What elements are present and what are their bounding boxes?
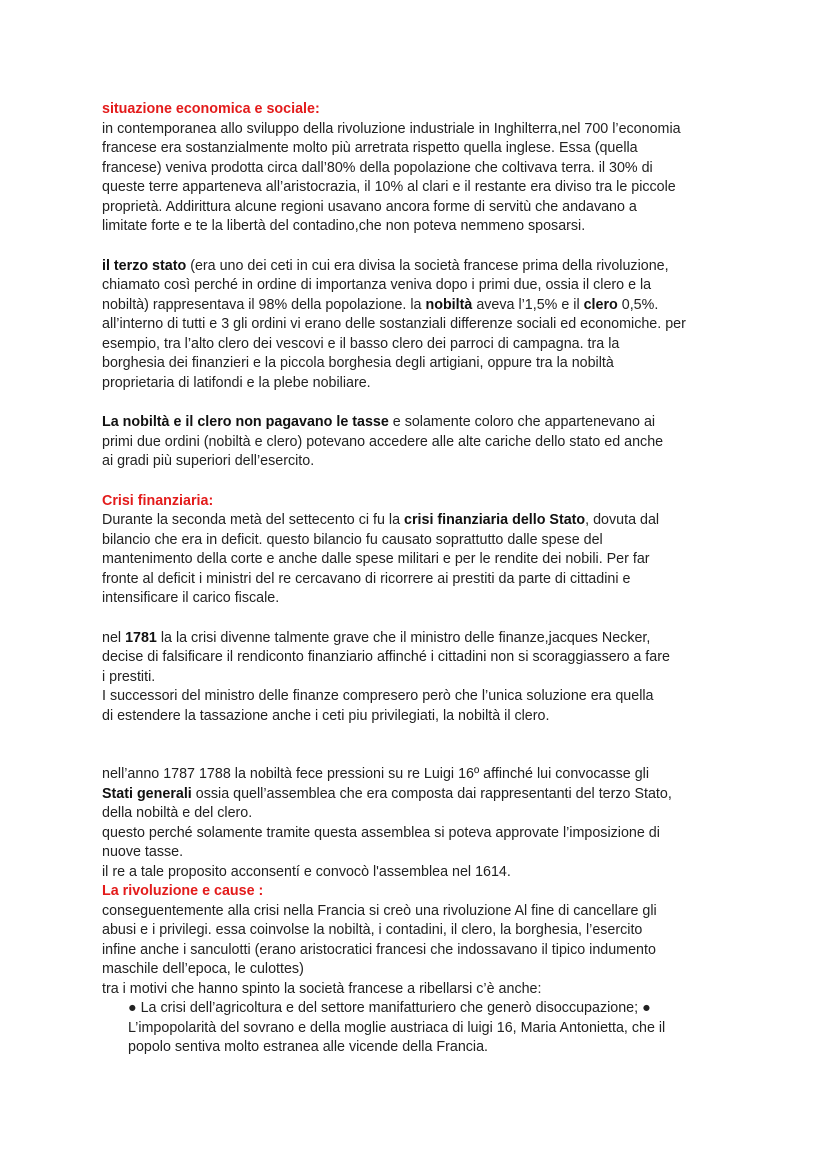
text-span: ossia quell’assemblea che era composta dai rappresentanti del terzo Stato, [191, 785, 672, 802]
paragraph-line: mantenimento della corte e anche dalle spese militari e per le rendite dei nobili. Per far [102, 551, 650, 567]
paragraph-line [102, 257, 742, 277]
paragraph-line: nuove tasse. [102, 844, 184, 860]
heading-crisi-finanziaria: Crisi finanziaria: [102, 492, 214, 509]
paragraph-line: abusi e i privilegi. essa coinvolse la nobiltà, i contadini, il clero, la borghesia, l’esercito [102, 922, 643, 938]
bullet-list [102, 999, 742, 1058]
bold-term: il terzo stato [102, 257, 187, 274]
text-span: la la crisi divenne talmente grave che il ministro delle finanze,jacques Necker, [156, 629, 651, 646]
section-stati-generali [102, 765, 742, 882]
heading-rivoluzione-cause: La rivoluzione e cause : [102, 883, 264, 899]
paragraph-line: esempio, tra l’alto clero dei vescovi e il basso clero dei parroci di campagna. tra la [102, 335, 620, 352]
paragraph-line: all’interno di tutti e 3 gli ordini vi erano delle sostanziali differenze sociali ed economiche. per [102, 316, 686, 332]
text-span: nobiltà) rappresentava il 98% della popolazione. la [102, 296, 426, 313]
section-terzo-stato [102, 257, 742, 394]
paragraph-line: limitate forte e te la libertà del contadino,che non poteva nemmeno sposarsi. [102, 218, 586, 234]
paragraph-line: conseguentemente alla crisi nella Francia si creò una rivoluzione Al fine di cancellare gli [102, 902, 657, 919]
paragraph-line: primi due ordini (nobiltà e clero) potevano accedere alle alte cariche dello stato ed anche [102, 433, 664, 450]
paragraph-line: nell’anno 1787 1788 la nobiltà fece pressioni su re Luigi 16º affinché lui convocasse gli [102, 766, 650, 782]
section-rivoluzione [102, 882, 742, 1058]
paragraph-line: questo perché solamente tramite questa assemblea si poteva approvate l’imposizione di [102, 824, 660, 841]
paragraph-line: chiamato così perché in ordine di importanza veniva dopo i primi due, ossia il clero e la [102, 277, 652, 293]
paragraph-line: proprietà. Addirittura alcune regioni usavano ancora forme di servitù che andavano a [102, 198, 637, 215]
text-span: aveva l’1,5% e il [472, 296, 584, 313]
text-span: (era uno dei ceti in cui era divisa la società francese prima della rivoluzione, [186, 257, 669, 274]
section-economia [102, 100, 742, 237]
paragraph-line [102, 511, 742, 531]
bold-term: Stati generali [102, 785, 192, 802]
paragraph-line [102, 296, 742, 316]
bold-term: crisi finanziaria dello Stato [404, 512, 586, 528]
paragraph-line: queste terre apparteneva all’aristocrazia, il 10% al clari e il restante era diviso tra le piccole [102, 179, 676, 195]
paragraph-line: bilancio che era in deficit. questo bilancio fu causato soprattutto dalle spese del [102, 531, 603, 548]
heading-situazione-economica: situazione economica e sociale: [102, 101, 320, 117]
paragraph-line: maschile dell’epoca, le culottes) [102, 961, 304, 977]
list-item: ● La crisi dell’agricoltura e del settore manifatturiero che generò disoccupazione; ● [128, 1000, 651, 1016]
paragraph-line: infine anche i sanculotti (erano aristocratici francesi che indossavano il tipico indumento [102, 941, 656, 958]
text-span: nel [102, 629, 126, 646]
text-span: Durante la seconda metà del settecento ci fu la [102, 512, 405, 528]
paragraph-line: decise di falsificare il rendiconto finanziario affinché i cittadini non si scoraggiassero a fare [102, 649, 670, 665]
paragraph-line: francese era sostanzialmente molto più arretrata rispetto quella inglese. Essa (quella [102, 140, 638, 156]
bold-term: nobiltà [425, 296, 473, 313]
list-item: popolo sentiva molto estranea alle vicende della Francia. [128, 1039, 489, 1055]
bold-term: 1781 [125, 629, 157, 646]
list-item: L’impopolarità del sovrano e della moglie austriaca di luigi 16, Maria Antonietta, che il [128, 1019, 666, 1036]
paragraph-line [102, 413, 742, 433]
paragraph-line: proprietaria di latifondi e la plebe nobiliare. [102, 374, 371, 391]
text-span: , dovuta dal [585, 512, 660, 528]
paragraph-line: tra i motivi che hanno spinto la società francese a ribellarsi c’è anche: [102, 980, 542, 997]
text-span: 0,5%. [617, 296, 659, 313]
paragraph-line: in contemporanea allo sviluppo della rivoluzione industriale in Inghilterra,nel 700 l’economia [102, 120, 681, 137]
paragraph-line: i prestiti. [102, 668, 156, 685]
paragraph-line [102, 785, 742, 805]
paragraph-line: il re a tale proposito acconsentí e convocò l'assemblea nel 1614. [102, 863, 511, 880]
paragraph-line: intensificare il carico fiscale. [102, 590, 280, 606]
section-tasse [102, 413, 742, 472]
paragraph-line [102, 629, 742, 649]
paragraph-line: fronte al deficit i ministri del re cercavano di ricorrere ai prestiti da parte di cittadini e [102, 570, 631, 587]
paragraph-line: della nobiltà e del clero. [102, 805, 253, 821]
text-span: e solamente coloro che appartenevano ai [388, 414, 656, 430]
bold-term: La nobiltà e il clero non pagavano le tasse [102, 414, 389, 430]
paragraph-line: di estendere la tassazione anche i ceti piu privilegiati, la nobiltà il clero. [102, 707, 550, 724]
section-necker [102, 629, 742, 727]
paragraph-line: francese) veniva prodotta circa dall’80% della popolazione che coltivava terra. il 30% di [102, 159, 653, 176]
paragraph-line: ai gradi più superiori dell’esercito. [102, 453, 315, 469]
paragraph-line: I successori del ministro delle finanze compresero però che l’unica soluzione era quella [102, 688, 654, 704]
section-crisi-finanziaria [102, 492, 742, 609]
bold-term: clero [583, 296, 618, 313]
paragraph-line: borghesia dei finanzieri e la piccola borghesia degli artigiani, oppure tra la nobiltà [102, 355, 614, 371]
